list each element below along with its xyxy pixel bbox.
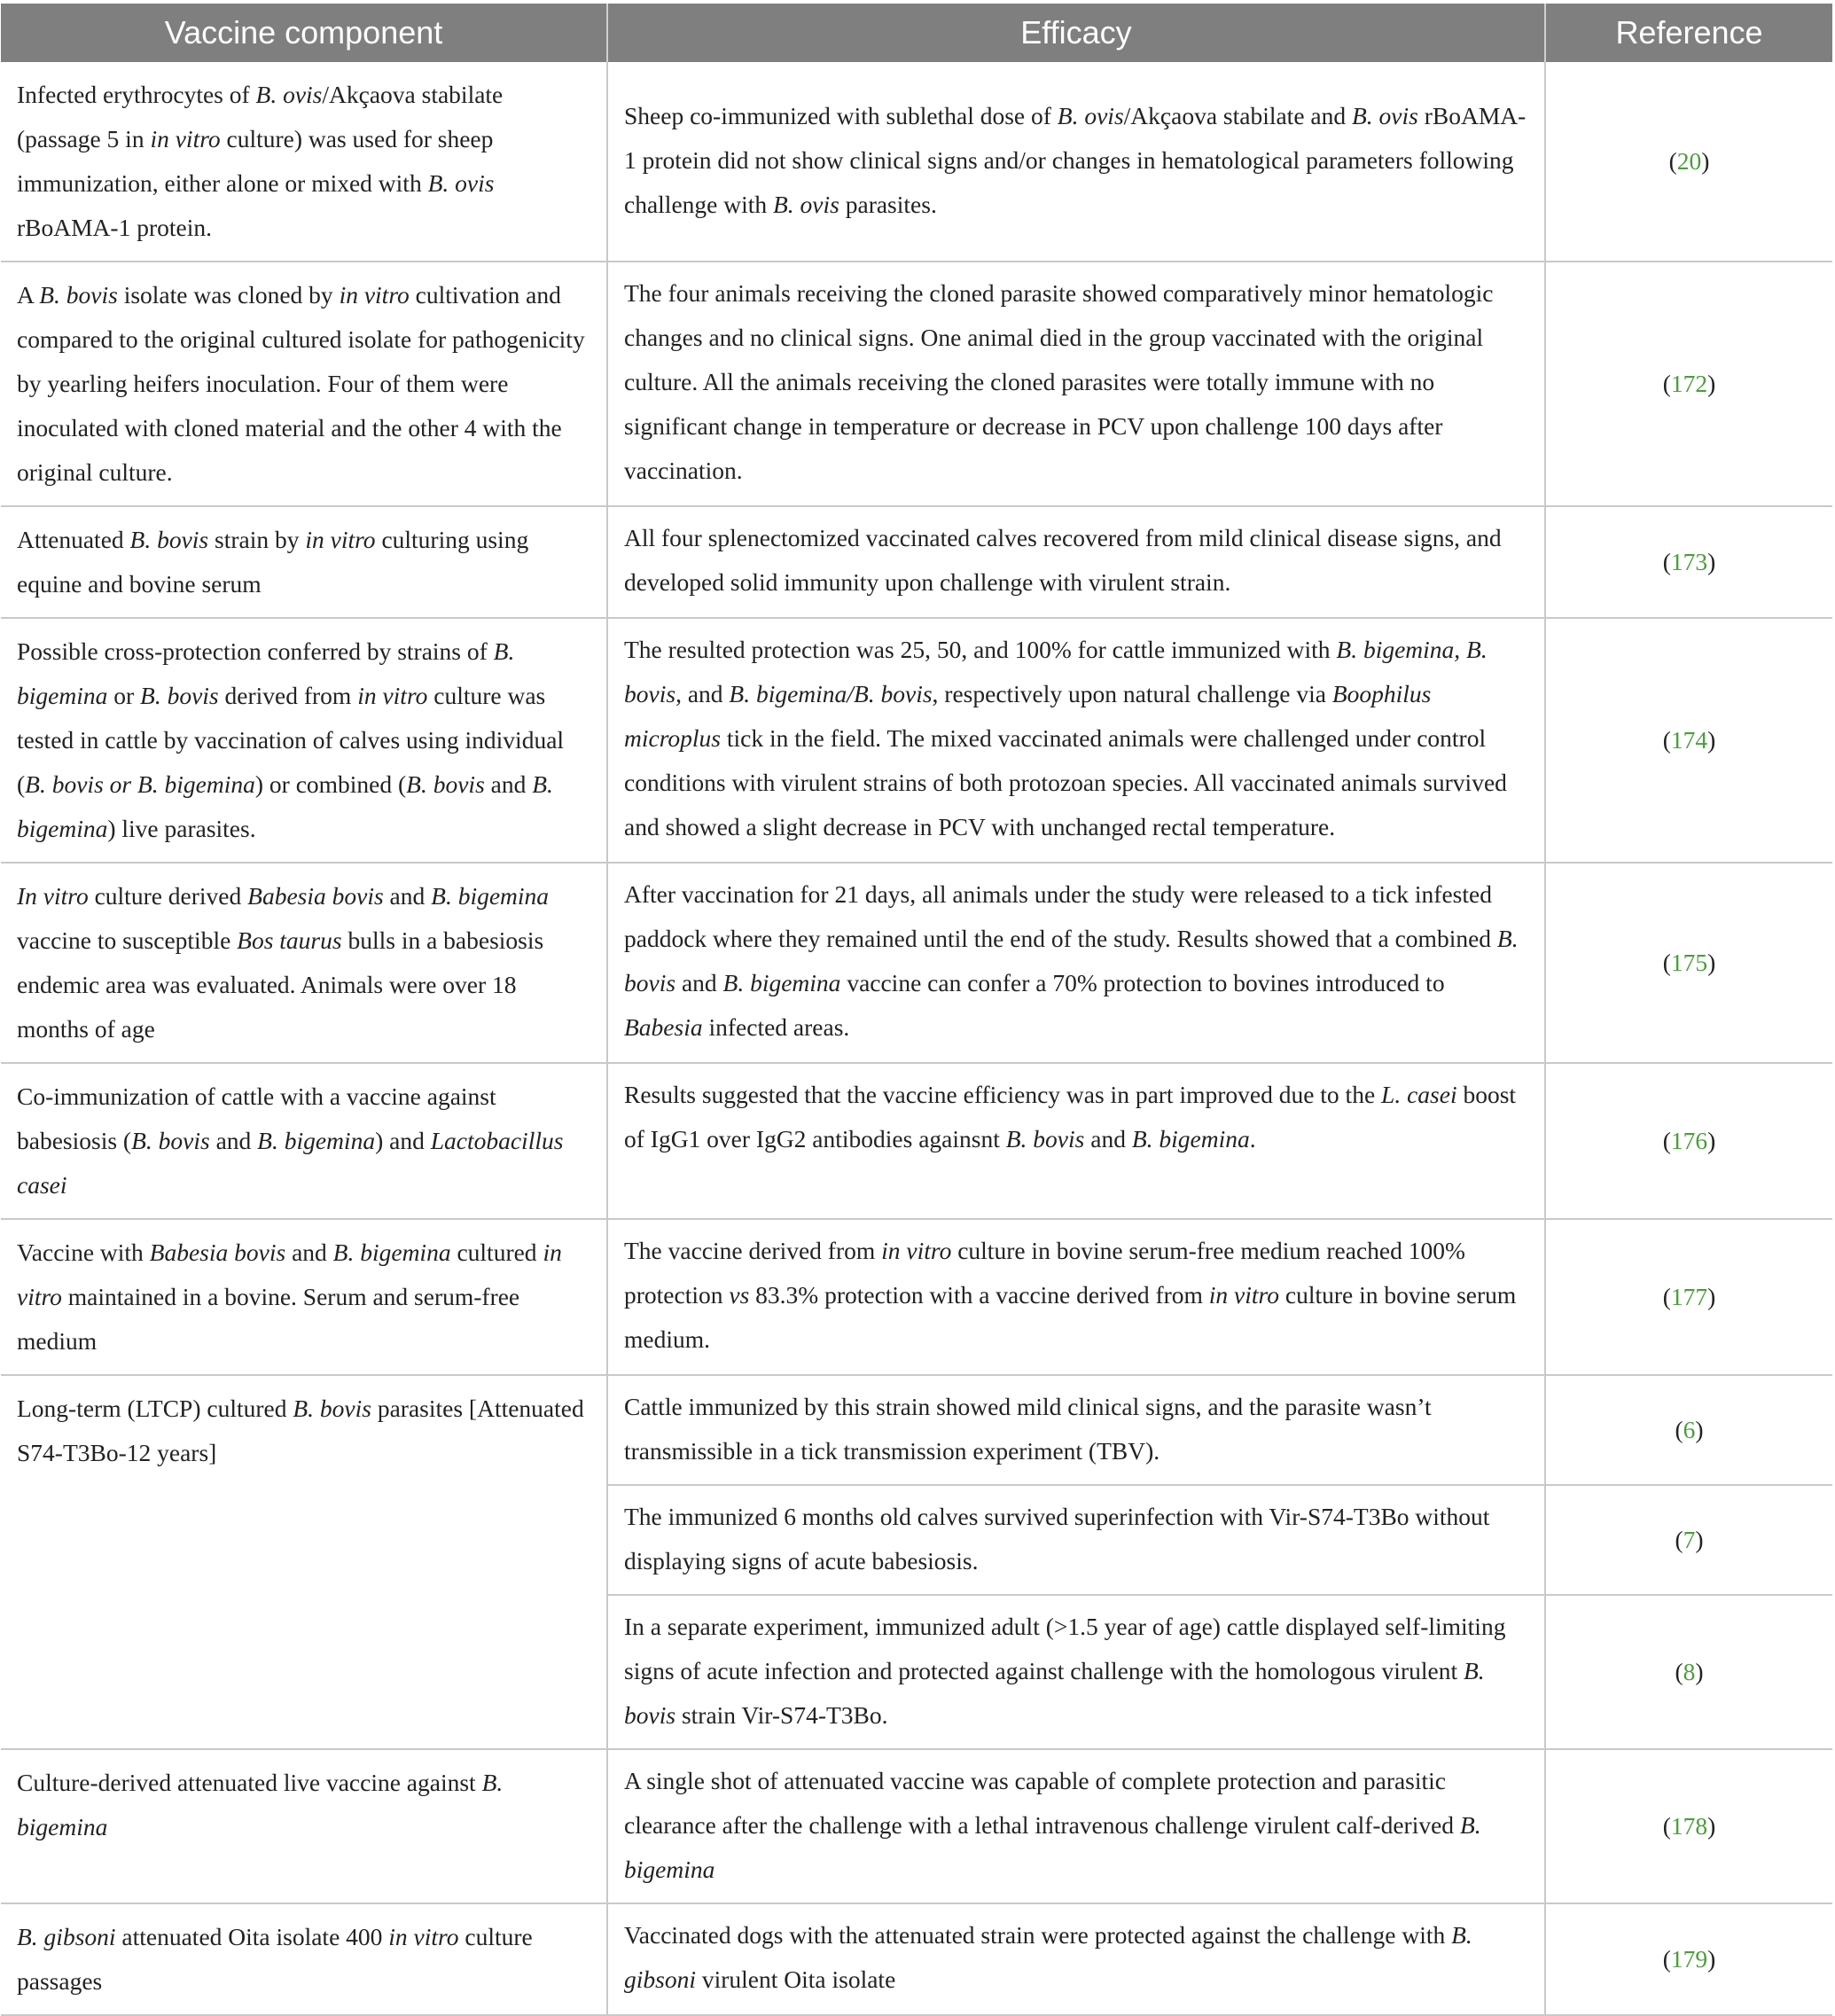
header-vaccine-component: Vaccine component [1, 4, 607, 62]
reference-link[interactable]: 7 [1683, 1526, 1696, 1553]
table-row [1, 1219, 1832, 1375]
efficacy-cell: After vaccination for 21 days, all animals under the study were released to a tick infested paddock where they remained until the end of the study. Results showed that a combined B. bovis and B. bigemina vaccine can confer a 70% protection to bovines introduced to Babesia infected areas. [607, 863, 1545, 1063]
efficacy-cell: Sheep co-immunized with sublethal dose of B. ovis/Akçaova stabilate and B. ovis rBoAMA-1 protein did not show clinical signs and/or changes in hematological parameters following challenge with B. ovis parasites. [607, 62, 1545, 262]
reference-cell: (174) [1545, 618, 1832, 863]
table-row [1, 506, 1832, 618]
reference-link[interactable]: 20 [1676, 147, 1702, 175]
reference-cell: (179) [1545, 1903, 1832, 2015]
reference-link[interactable]: 172 [1670, 370, 1708, 397]
reference-cell: (176) [1545, 1063, 1832, 1219]
table-row [1, 1063, 1832, 1219]
efficacy-cell: The resulted protection was 25, 50, and 100% for cattle immunized with B. bigemina, B. bovis, and B. bigemina/B. bovis, respectively upon natural challenge via Boophilus microplus tick in the field. The mixed vaccinated animals were challenged under control conditions with virulent strains of both protozoan species. All vaccinated animals survived and showed a slight decrease in PCV with unchanged rectal temperature. [607, 618, 1545, 863]
reference-link[interactable]: 8 [1683, 1658, 1696, 1685]
efficacy-cell: Cattle immunized by this strain showed mild clinical signs, and the parasite wasn’t transmissible in a tick transmission experiment (TBV). [607, 1375, 1545, 1485]
vaccine-component-cell: Culture-derived attenuated live vaccine against B. bigemina [1, 1749, 607, 1903]
reference-link[interactable]: 179 [1670, 1945, 1708, 1973]
reference-cell: (7) [1545, 1485, 1832, 1595]
efficacy-cell: A single shot of attenuated vaccine was capable of complete protection and parasitic clearance after the challenge with a lethal intravenous challenge virulent calf-derived B. bigemina [607, 1749, 1545, 1903]
reference-cell: (173) [1545, 506, 1832, 618]
table-row [1, 1903, 1832, 2015]
reference-cell: (177) [1545, 1219, 1832, 1375]
efficacy-cell: In a separate experiment, immunized adult (>1.5 year of age) cattle displayed self-limiting signs of acute infection and protected against challenge with the homologous virulent B. bovis strain Vir-S74-T3Bo. [607, 1595, 1545, 1749]
reference-link[interactable]: 176 [1670, 1127, 1708, 1154]
vaccine-component-cell: Attenuated B. bovis strain by in vitro culturing using equine and bovine serum [1, 506, 607, 618]
reference-link[interactable]: 174 [1670, 726, 1708, 754]
reference-cell: (178) [1545, 1749, 1832, 1903]
reference-link[interactable]: 173 [1670, 548, 1708, 575]
table-body [1, 62, 1832, 2015]
table-row [1, 863, 1832, 1063]
vaccine-table-container [1, 4, 1832, 2016]
vaccine-component-cell: Co-immunization of cattle with a vaccine against babesiosis (B. bovis and B. bigemina) and Lactobacillus casei [1, 1063, 607, 1219]
vaccine-component-cell: Long-term (LTCP) cultured B. bovis parasites [Attenuated S74-T3Bo-12 years] [1, 1375, 607, 1749]
header-efficacy: Efficacy [607, 4, 1545, 62]
reference-link[interactable]: 6 [1683, 1416, 1696, 1443]
table-row [1, 262, 1832, 506]
efficacy-cell: The vaccine derived from in vitro culture in bovine serum-free medium reached 100% protection vs 83.3% protection with a vaccine derived from in vitro culture in bovine serum medium. [607, 1219, 1545, 1375]
table-row [1, 1375, 1832, 1485]
reference-link[interactable]: 178 [1670, 1812, 1708, 1840]
vaccine-efficacy-table [1, 4, 1832, 2016]
efficacy-cell: The four animals receiving the cloned parasite showed comparatively minor hematologic changes and no clinical signs. One animal died in the group vaccinated with the original culture. All the animals receiving the cloned parasites were totally immune with no significant change in temperature or decrease in PCV upon challenge 100 days after vaccination. [607, 262, 1545, 506]
reference-cell: (20) [1545, 62, 1832, 262]
reference-cell: (172) [1545, 262, 1832, 506]
vaccine-component-cell: Vaccine with Babesia bovis and B. bigemina cultured in vitro maintained in a bovine. Serum and serum-free medium [1, 1219, 607, 1375]
header-reference: Reference [1545, 4, 1832, 62]
vaccine-component-cell: Infected erythrocytes of B. ovis/Akçaova stabilate (passage 5 in in vitro culture) was used for sheep immunization, either alone or mixed with B. ovis rBoAMA-1 protein. [1, 62, 607, 262]
table-row [1, 62, 1832, 262]
vaccine-component-cell: In vitro culture derived Babesia bovis and B. bigemina vaccine to susceptible Bos taurus bulls in a babesiosis endemic area was evaluated. Animals were over 18 months of age [1, 863, 607, 1063]
efficacy-cell: Vaccinated dogs with the attenuated strain were protected against the challenge with B. gibsoni virulent Oita isolate [607, 1903, 1545, 2015]
reference-cell: (175) [1545, 863, 1832, 1063]
reference-link[interactable]: 177 [1670, 1283, 1708, 1310]
reference-link[interactable]: 175 [1670, 949, 1708, 976]
efficacy-cell: All four splenectomized vaccinated calves recovered from mild clinical disease signs, and developed solid immunity upon challenge with virulent strain. [607, 506, 1545, 618]
vaccine-component-cell: Possible cross-protection conferred by strains of B. bigemina or B. bovis derived from in vitro culture was tested in cattle by vaccination of calves using individual (B. bovis or B. bigemina) or combined (B. bovis and B. bigemina) live parasites. [1, 618, 607, 863]
vaccine-component-cell: B. gibsoni attenuated Oita isolate 400 in vitro culture passages [1, 1903, 607, 2015]
table-header-row [1, 4, 1832, 62]
reference-cell: (6) [1545, 1375, 1832, 1485]
reference-cell: (8) [1545, 1595, 1832, 1749]
efficacy-cell: Results suggested that the vaccine efficiency was in part improved due to the L. casei boost of IgG1 over IgG2 antibodies againsnt B. bovis and B. bigemina. [607, 1063, 1545, 1219]
table-row [1, 1749, 1832, 1903]
efficacy-cell: The immunized 6 months old calves survived superinfection with Vir-S74-T3Bo without displaying signs of acute babesiosis. [607, 1485, 1545, 1595]
vaccine-component-cell: A B. bovis isolate was cloned by in vitro cultivation and compared to the original cultured isolate for pathogenicity by yearling heifers inoculation. Four of them were inoculated with cloned material and the other 4 with the original culture. [1, 262, 607, 506]
table-row [1, 618, 1832, 863]
